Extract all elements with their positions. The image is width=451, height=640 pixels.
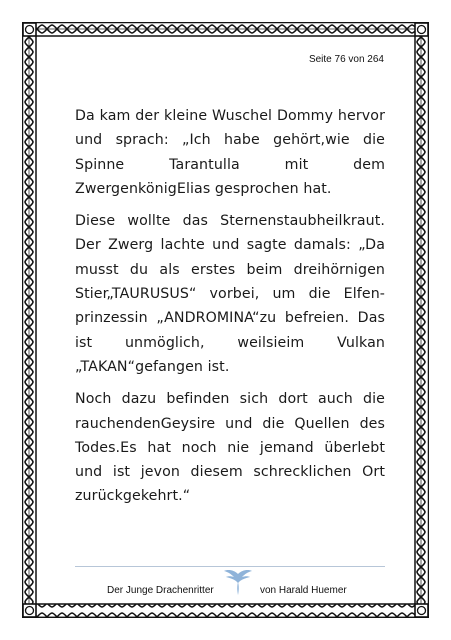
footer-author: von Harald Huemer xyxy=(260,585,347,596)
paragraph-1: Da kam der kleine Wuschel Dommy hervor und sprach: „Ich habe gehört,wie die Spinne Tarantulla mit dem ZwergenkönigElias gesprochen hat. xyxy=(75,108,385,197)
footer-book-title: Der Junge Drachenritter xyxy=(107,585,214,596)
story-text xyxy=(75,104,385,517)
paragraph-3: Noch dazu befinden sich dort auch die rauchendenGeysire und die Quellen des Todes.Es hat noch nie jemand überlebt und ist jevon diesem schrecklichen Ort zurückgekehrt.“ xyxy=(75,391,385,505)
paragraph-2: Diese wollte das Sternenstaubheilkraut. Der Zwerg lachte und sagte damals: „Da musst du als erstes beim dreihörnigen Stier„TAURUSUS“ vorbei, um die Elfen-prinzessin „ANDROMINA“zu befreien. Das ist unmöglich, weilsieim Vulkan „TAKAN“gefangen ist. xyxy=(75,213,385,375)
dragon-wings-logo-icon xyxy=(223,566,253,596)
page-number: Seite 76 von 264 xyxy=(308,54,384,65)
